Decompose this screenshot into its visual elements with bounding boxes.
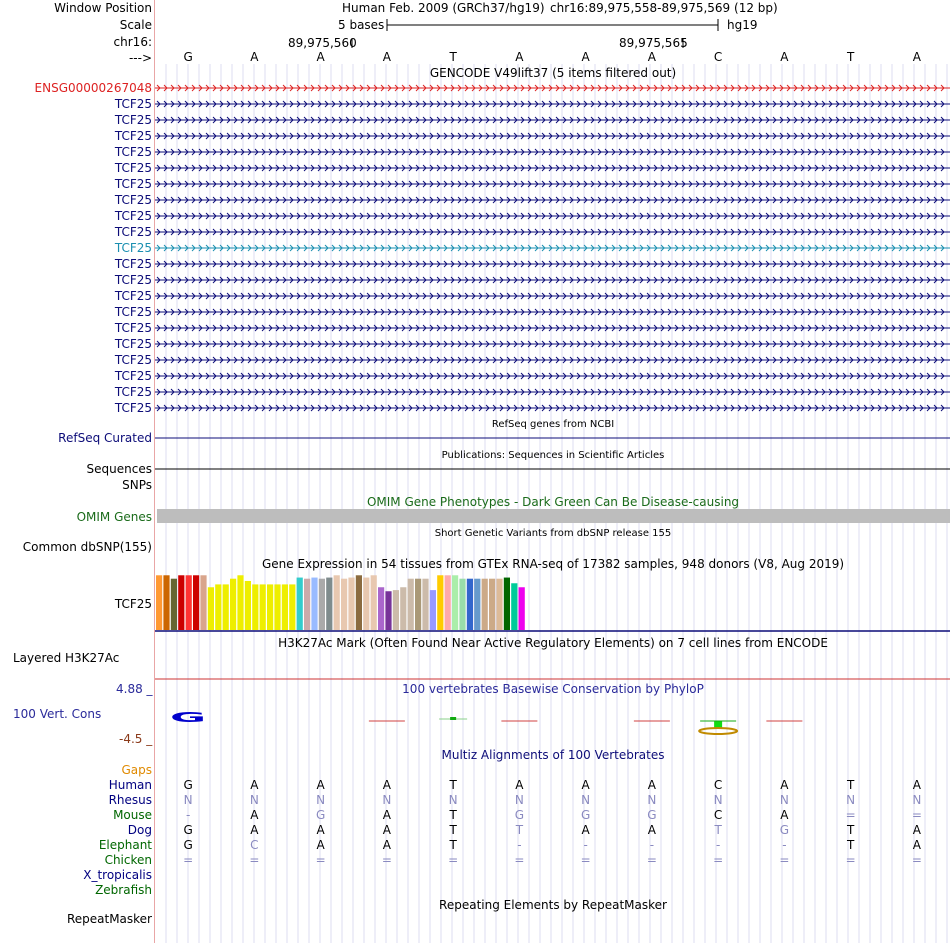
alignment-base: N [647, 793, 657, 807]
alignment-base: G [315, 808, 326, 822]
alignment-base: C [713, 808, 723, 822]
phylop-mark [714, 721, 722, 728]
gtex-tissue-bar[interactable] [348, 578, 354, 630]
gencode-transcript[interactable] [155, 277, 950, 283]
gencode-item-label[interactable]: TCF25 [114, 305, 152, 319]
gencode-transcript[interactable] [155, 85, 950, 91]
alignment-base: G [580, 808, 591, 822]
gencode-item-label[interactable]: TCF25 [114, 257, 152, 271]
gencode-transcript[interactable] [155, 213, 950, 219]
phylop-mark [699, 728, 737, 734]
alignment-base: T [714, 823, 722, 837]
alignment-base: T [515, 823, 524, 837]
gaps-label: Gaps [121, 763, 152, 777]
species-label[interactable]: Rhesus [108, 793, 152, 807]
species-label[interactable]: Elephant [98, 838, 152, 852]
gencode-transcript[interactable] [155, 229, 950, 235]
gencode-transcript[interactable] [155, 117, 950, 123]
pubs-title[interactable]: Publications: Sequences in Scientific Articles [441, 450, 665, 461]
gtex-tissue-bar[interactable] [467, 579, 473, 630]
gencode-item-label[interactable]: TCF25 [114, 353, 152, 367]
gtex-tissue-bar[interactable] [415, 579, 421, 630]
alignment-base: A [647, 778, 656, 792]
gtex-tissue-bar[interactable] [474, 579, 480, 630]
gencode-transcript[interactable] [155, 181, 950, 187]
gencode-item-label[interactable]: TCF25 [114, 193, 152, 207]
alignment-base: = [845, 853, 856, 867]
gencode-item-label[interactable]: TCF25 [114, 97, 152, 111]
gtex-tissue-bar[interactable] [511, 583, 517, 630]
gencode-transcript[interactable] [155, 149, 950, 155]
gtex-tissue-bar[interactable] [356, 575, 362, 630]
alignment-base: A [316, 823, 325, 837]
alignment-base: A [382, 778, 391, 792]
gtex-tissue-bar[interactable] [430, 590, 436, 630]
gtex-tissue-bar[interactable] [289, 584, 295, 630]
alignment-base: = [646, 853, 657, 867]
gtex-tissue-bar[interactable] [208, 587, 214, 630]
assembly-name: Human Feb. 2009 (GRCh37/hg19) [342, 1, 545, 15]
alignment-base: A [382, 838, 391, 852]
gtex-tissue-bar[interactable] [489, 579, 495, 630]
alignment-base: = [779, 853, 790, 867]
alignment-base: A [647, 823, 656, 837]
species-label[interactable]: Dog [127, 823, 152, 837]
gtex-tissue-bar[interactable] [252, 584, 258, 630]
gtex-tissue-bar[interactable] [496, 579, 502, 630]
scale-text: 5 bases [338, 18, 385, 32]
gtex-tissue-bar[interactable] [363, 578, 369, 630]
alignment-base: - [583, 838, 588, 852]
gtex-tissue-bar[interactable] [186, 575, 192, 630]
gtex-tissue-bar[interactable] [371, 575, 377, 630]
phylop-max: 4.88 _ [116, 682, 153, 696]
gtex-tissue-bar[interactable] [297, 578, 303, 630]
alignment-base: A [912, 778, 921, 792]
gtex-tissue-bar[interactable] [171, 579, 177, 630]
gencode-item-label[interactable]: TCF25 [114, 113, 152, 127]
gtex-tissue-bar[interactable] [274, 584, 280, 630]
alignment-base: - [782, 838, 787, 852]
gencode-transcript[interactable] [155, 341, 950, 347]
gtex-tissue-bar[interactable] [245, 581, 251, 630]
alignment-base: C [713, 778, 723, 792]
pubs-label[interactable]: Sequences [86, 462, 152, 476]
snps-label[interactable]: SNPs [122, 478, 152, 492]
alignment-base: - [715, 838, 721, 852]
alignment-base: N [713, 793, 723, 807]
dna-base: A [780, 50, 789, 64]
gencode-transcript[interactable] [155, 245, 950, 251]
gencode-item-label[interactable]: TCF25 [114, 385, 152, 399]
gtex-tissue-bar[interactable] [267, 584, 273, 630]
refseq-title[interactable]: RefSeq genes from NCBI [491, 419, 615, 430]
gtex-title[interactable]: Gene Expression in 54 tissues from GTEx RNA-seq of 17382 samples, 948 donors (V8, Aug 2019) [261, 557, 845, 571]
alignment-base: N [912, 793, 922, 807]
dna-base: A [250, 50, 259, 64]
alignment-base: = [448, 853, 459, 867]
alignment-base: = [381, 853, 392, 867]
alignment-base: = [315, 853, 326, 867]
gencode-transcript[interactable] [155, 261, 950, 267]
gencode-item-label[interactable]: TCF25 [114, 161, 152, 175]
gencode-transcript[interactable] [155, 373, 950, 379]
alignment-base: N [514, 793, 524, 807]
phylop-logo-glyph: G [170, 709, 207, 726]
gencode-title[interactable]: GENCODE V49lift37 (5 items filtered out) [429, 66, 677, 80]
gtex-tissue-bar[interactable] [319, 579, 325, 630]
alignment-base: N [382, 793, 392, 807]
alignment-base: A [780, 778, 789, 792]
chr-label: chr16: [113, 35, 152, 49]
alignment-base: A [382, 823, 391, 837]
gencode-transcript[interactable] [155, 133, 950, 139]
gtex-tissue-bar[interactable] [341, 579, 347, 630]
gencode-item-label[interactable]: TCF25 [114, 209, 152, 223]
alignment-base: = [249, 853, 260, 867]
gencode-transcript[interactable] [155, 309, 950, 315]
alignment-base: = [580, 853, 591, 867]
gtex-tissue-bar[interactable] [400, 587, 406, 630]
gtex-tissue-bar[interactable] [393, 590, 399, 630]
gtex-tissue-bar[interactable] [519, 587, 525, 630]
h3k27ac-title[interactable]: H3K27Ac Mark (Often Found Near Active Regulatory Elements) on 7 cell lines from ENCODE [278, 636, 828, 650]
dna-base: T [846, 50, 855, 64]
gencode-item-label[interactable]: TCF25 [114, 321, 152, 335]
dna-base: T [449, 50, 457, 64]
gencode-item-label[interactable]: TCF25 [114, 289, 152, 303]
gtex-tissue-bar[interactable] [504, 578, 510, 630]
alignment-base: T [449, 838, 457, 852]
alignment-base: = [514, 853, 525, 867]
gencode-transcript[interactable] [155, 405, 950, 411]
dna-base: A [581, 50, 590, 64]
gtex-tissue-bar[interactable] [326, 578, 332, 630]
alignment-base: - [649, 838, 655, 852]
alignment-base: - [185, 808, 191, 822]
coord-label-1: 89,975,560 [288, 36, 357, 50]
alignment-base: N [249, 793, 259, 807]
gtex-tissue-bar[interactable] [482, 579, 488, 630]
gtex-label[interactable]: TCF25 [114, 597, 152, 611]
species-label[interactable]: X_tropicalis [83, 868, 152, 882]
phylop-label[interactable]: 100 Vert. Cons [13, 707, 102, 721]
gencode-item-label[interactable]: ENSG00000267048 [34, 81, 152, 95]
gencode-transcript[interactable] [155, 101, 950, 107]
gtex-tissue-bar[interactable] [193, 575, 199, 630]
gencode-transcript[interactable] [155, 165, 950, 171]
alignment-base: N [779, 793, 789, 807]
omim-bar[interactable] [157, 509, 950, 523]
phylop-title[interactable]: 100 vertebrates Basewise Conservation by PhyloP [402, 682, 704, 696]
refseq-label[interactable]: RefSeq Curated [58, 431, 152, 445]
gtex-tissue-bar[interactable] [223, 584, 229, 630]
species-label[interactable]: Zebrafish [95, 883, 152, 897]
dna-base: G [183, 50, 193, 64]
gencode-item-label[interactable]: TCF25 [114, 273, 152, 287]
alignment-base: N [448, 793, 458, 807]
gencode-transcript[interactable] [155, 325, 950, 331]
alignment-base: T [449, 808, 457, 822]
gtex-tissue-bar[interactable] [178, 575, 184, 630]
alignment-base: = [713, 853, 724, 867]
gtex-tissue-bar[interactable] [334, 575, 340, 630]
scale-label: Scale [119, 18, 152, 32]
dbsnp-title[interactable]: Short Genetic Variants from dbSNP release 155 [434, 528, 672, 539]
alignment-base: T [846, 838, 855, 852]
alignment-base: A [250, 808, 259, 822]
position-readout[interactable]: chr16:89,975,558-89,975,569 (12 bp) [550, 1, 778, 15]
alignment-base: G [647, 808, 657, 822]
alignment-base: A [316, 778, 325, 792]
gencode-item-label[interactable]: TCF25 [114, 401, 152, 415]
alignment-base: A [912, 838, 921, 852]
db-name: hg19 [727, 18, 758, 32]
species-label[interactable]: Human [108, 778, 152, 792]
dna-base: A [382, 50, 391, 64]
gencode-item-label[interactable]: TCF25 [114, 369, 152, 383]
repeat-label[interactable]: RepeatMasker [66, 912, 152, 926]
species-label[interactable]: Mouse [113, 808, 152, 822]
alignment-base: C [250, 838, 259, 852]
alignment-base: A [581, 778, 590, 792]
gencode-item-label[interactable]: TCF25 [114, 337, 152, 351]
gtex-tissue-bar[interactable] [445, 575, 451, 630]
gtex-tissue-bar[interactable] [215, 584, 221, 630]
strand-arrow-label: ---> [128, 51, 152, 65]
gencode-item-label[interactable]: TCF25 [114, 225, 152, 239]
gtex-tissue-bar[interactable] [304, 579, 310, 630]
gtex-tissue-bar[interactable] [282, 584, 288, 630]
gtex-tissue-bar[interactable] [378, 587, 384, 630]
gtex-tissue-bar[interactable] [200, 575, 206, 630]
alignment-base: A [780, 808, 789, 822]
alignment-base: A [250, 823, 259, 837]
gencode-transcript[interactable] [155, 389, 950, 395]
gtex-tissue-bar[interactable] [452, 575, 458, 630]
alignment-base: G [514, 808, 525, 822]
gencode-transcript[interactable] [155, 293, 950, 299]
alignment-base: G [183, 838, 193, 852]
alignment-base: T [846, 823, 855, 837]
gtex-tissue-bar[interactable] [422, 579, 428, 630]
alignment-base: = [911, 808, 922, 822]
dbsnp-label[interactable]: Common dbSNP(155) [22, 540, 152, 554]
dna-base: A [316, 50, 325, 64]
alignment-base: = [911, 853, 922, 867]
repeat-title[interactable]: Repeating Elements by RepeatMasker [439, 898, 667, 912]
gtex-tissue-bar[interactable] [156, 575, 162, 630]
gencode-item-label[interactable]: TCF25 [114, 177, 152, 191]
multiz-title[interactable]: Multiz Alignments of 100 Vertebrates [441, 748, 665, 762]
gtex-tissue-bar[interactable] [311, 578, 317, 630]
gtex-tissue-bar[interactable] [437, 575, 443, 630]
gtex-tissue-bar[interactable] [260, 584, 266, 630]
gtex-tissue-bar[interactable] [230, 579, 236, 630]
dna-base: C [713, 50, 723, 64]
alignment-base: A [581, 823, 590, 837]
gtex-tissue-bar[interactable] [237, 575, 243, 630]
coord-label-2: 89,975,565 [619, 36, 688, 50]
h3k27ac-label[interactable]: Layered H3K27Ac [13, 651, 120, 665]
alignment-base: N [316, 793, 326, 807]
gencode-item-label[interactable]: TCF25 [114, 129, 152, 143]
phylop-mark [450, 717, 456, 720]
alignment-base: T [846, 778, 855, 792]
dna-base: A [515, 50, 524, 64]
alignment-base: N [581, 793, 591, 807]
dna-base: A [912, 50, 921, 64]
gtex-tissue-bar[interactable] [459, 579, 465, 630]
alignment-base: A [250, 778, 259, 792]
gencode-transcript[interactable] [155, 197, 950, 203]
alignment-base: G [183, 778, 193, 792]
gtex-tissue-bar[interactable] [408, 579, 414, 630]
dna-base: A [647, 50, 656, 64]
gencode-item-label[interactable]: TCF25 [114, 145, 152, 159]
gencode-transcript[interactable] [155, 357, 950, 363]
alignment-base: A [382, 808, 391, 822]
gencode-item-label[interactable]: TCF25 [114, 241, 152, 255]
phylop-min: -4.5 _ [119, 732, 153, 746]
alignment-base: A [316, 838, 325, 852]
alignment-base: = [183, 853, 194, 867]
alignment-base: = [845, 808, 856, 822]
window-position-label: Window Position [54, 1, 152, 15]
alignment-base: G [779, 823, 790, 837]
gtex-tissue-bar[interactable] [385, 591, 391, 630]
alignment-base: G [183, 823, 193, 837]
alignment-base: T [449, 823, 457, 837]
alignment-base: A [515, 778, 524, 792]
omim-title[interactable]: OMIM Gene Phenotypes - Dark Green Can Be Disease-causing [366, 495, 740, 509]
alignment-base: N [183, 793, 193, 807]
alignment-base: T [449, 778, 457, 792]
alignment-base: - [517, 838, 522, 852]
gtex-tissue-bar[interactable] [163, 575, 169, 630]
alignment-base: A [912, 823, 921, 837]
species-label[interactable]: Chicken [104, 853, 152, 867]
alignment-base: N [846, 793, 856, 807]
omim-label[interactable]: OMIM Genes [76, 510, 152, 524]
